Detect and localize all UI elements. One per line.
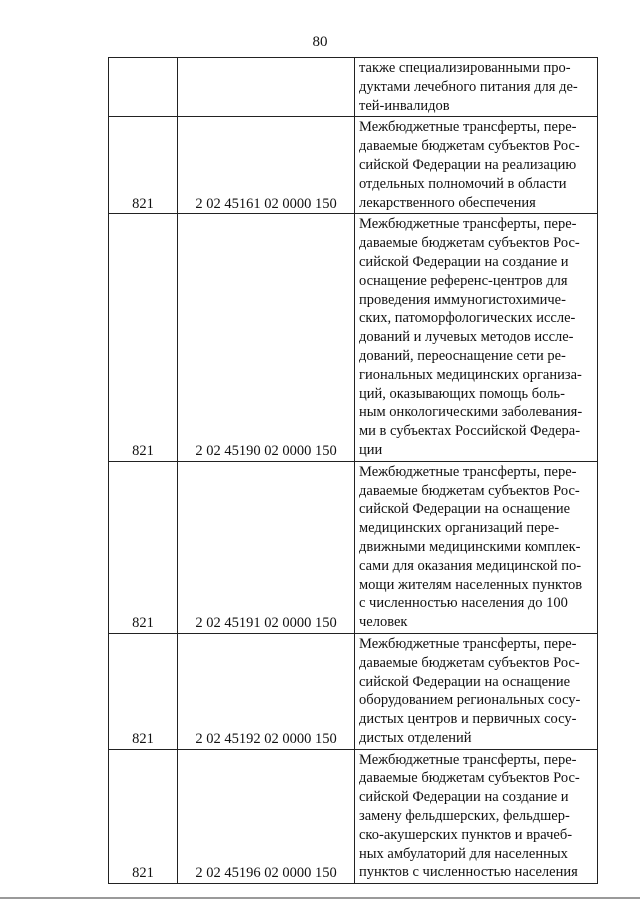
table-row	[109, 461, 598, 633]
revenue-name-cell: также специализированными про- дуктами лечебного питания для де- тей-инвалидов	[355, 58, 598, 117]
administrator-code-cell: 821	[109, 214, 178, 461]
revenue-name-cell: Межбюджетные трансферты, пере- даваемые бюджетам субъектов Рос- сийской Федерации на создание и оснащение референс-центров для проведения иммуногистохимиче- ских, патоморфологических иссле- дований и лучевых методов иссле- дований, переоснащение сети ре- гиональных медицинских организа- ций, оказывающих помощь боль- ным онкологическими заболевания- ми в субъектах Российской Федера- ции	[355, 214, 598, 461]
table-row	[109, 749, 598, 884]
administrator-code-cell: 821	[109, 117, 178, 214]
budget-classification-code-cell: 2 02 45191 02 0000 150	[178, 461, 355, 633]
revenue-name-cell: Межбюджетные трансферты, пере- даваемые бюджетам субъектов Рос- сийской Федерации на реализацию отдельных полномочий в области лекарственного обеспечения	[355, 117, 598, 214]
administrator-code-cell: 821	[109, 749, 178, 884]
table-row	[109, 633, 598, 749]
revenue-name-cell: Межбюджетные трансферты, пере- даваемые бюджетам субъектов Рос- сийской Федерации на создание и замену фельдшерских, фельдшер- ско-акушерских пунктов и врачеб- ных амбулаторий для населенных пунктов с численностью населения	[355, 749, 598, 884]
budget-classification-code-cell: 2 02 45161 02 0000 150	[178, 117, 355, 214]
page-number: 80	[312, 34, 328, 50]
budget-classification-code-cell: 2 02 45190 02 0000 150	[178, 214, 355, 461]
revenue-name-cell: Межбюджетные трансферты, пере- даваемые бюджетам субъектов Рос- сийской Федерации на оснащение медицинских организаций пере- движными медицинскими комплек- сами для оказания медицинской по- мощи жителям населенных пунктов с численностью населения до 100 человек	[355, 461, 598, 633]
administrator-code-cell: 821	[109, 461, 178, 633]
page-bottom-edge	[0, 897, 640, 899]
budget-classification-code-cell: 2 02 45196 02 0000 150	[178, 749, 355, 884]
table-row	[109, 58, 598, 117]
revenue-name-cell: Межбюджетные трансферты, пере- даваемые бюджетам субъектов Рос- сийской Федерации на оснащение оборудованием региональных сосу- дистых центров и первичных сосу- дистых отделений	[355, 633, 598, 749]
table-row	[109, 214, 598, 461]
table-row	[109, 117, 598, 214]
budget-classification-table	[108, 57, 598, 884]
administrator-code-cell: 821	[109, 633, 178, 749]
budget-classification-code-cell	[178, 58, 355, 117]
administrator-code-cell	[109, 58, 178, 117]
budget-classification-code-cell: 2 02 45192 02 0000 150	[178, 633, 355, 749]
